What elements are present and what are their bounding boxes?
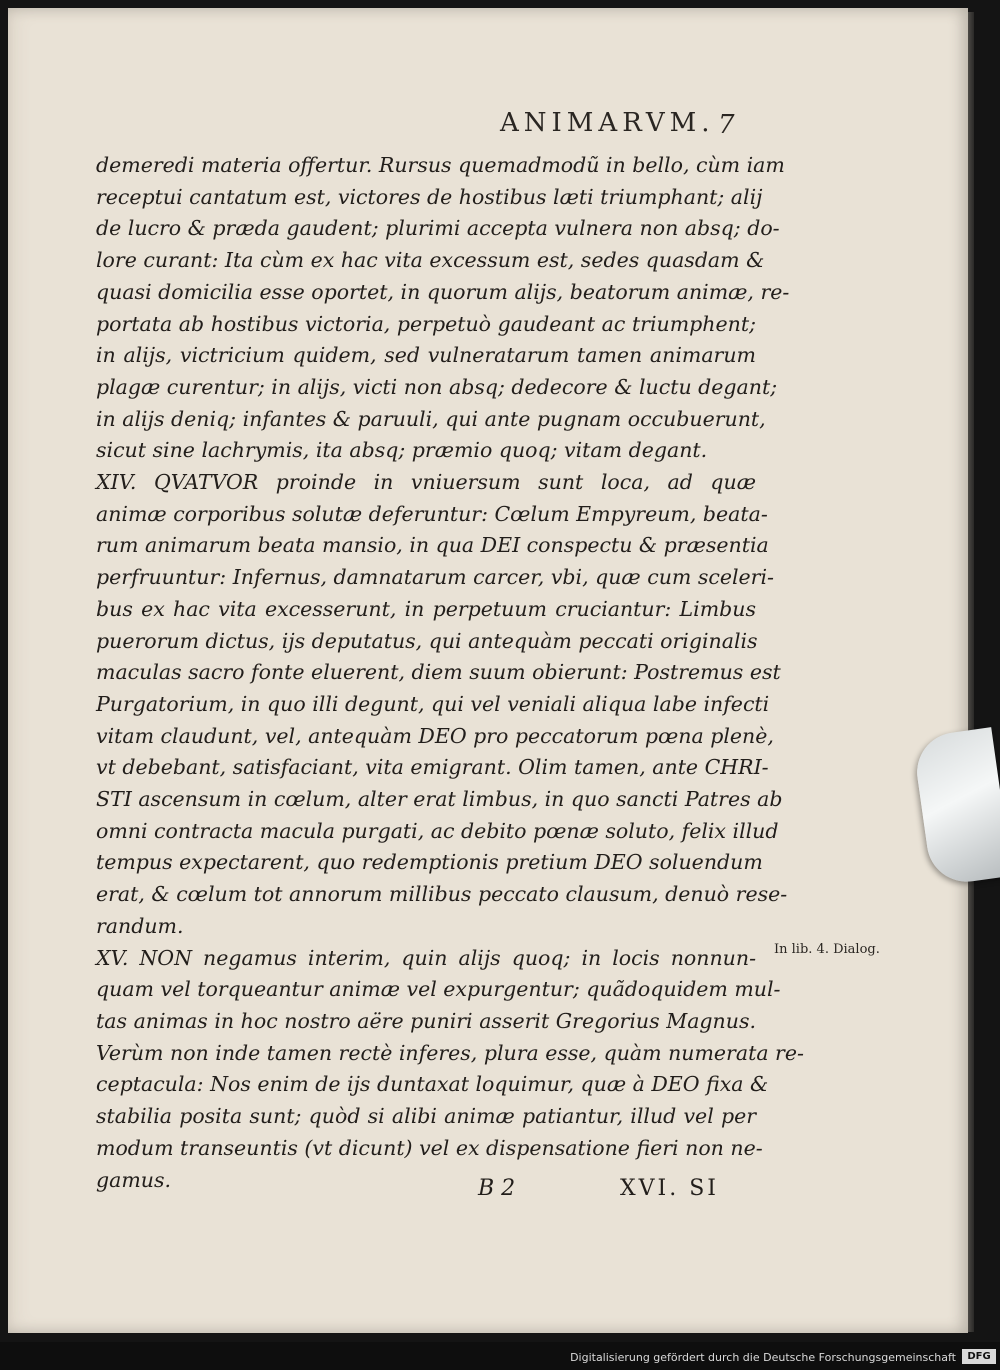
text-line: ceptacula: Nos enim de ijs duntaxat loquimur, quæ à DEO fixa & (96, 1072, 769, 1097)
running-head: ANIMARVM. (500, 108, 715, 138)
dfg-logo: DFG (962, 1349, 996, 1364)
page-number: 7 (718, 110, 735, 140)
text-line: randum. (96, 913, 184, 938)
text-line: quasi domicilia esse oportet, in quorum alijs, beatorum animæ, re- (96, 279, 790, 304)
text-line: tas animas in hoc nostro aëre puniri asserit Gregorius Magnus. (96, 1008, 756, 1033)
text-line: Purgatorium, in quo illi degunt, qui vel veniali aliqua labe infecti (96, 691, 770, 716)
text-line: receptui cantatum est, victores de hostibus læti triumphant; alij (96, 184, 763, 209)
main-text (96, 150, 804, 1196)
text-line: portata ab hostibus victoria, perpetuò gaudeant ac triumphent; (96, 311, 756, 336)
text-line: erat, & cœlum tot annorum millibus peccato clausum, denuò rese- (96, 882, 788, 907)
text-line: stabilia posita sunt; quòd si alibi animæ patiantur, illud vel per (96, 1104, 756, 1129)
text-line: maculas sacro fonte eluerent, diem suum obierunt: Postremus est (96, 660, 781, 685)
text-line: demeredi materia offertur. Rursus quemadmodũ in bello, cùm iam (96, 153, 785, 177)
text-line: rum animarum beata mansio, in qua DEI conspectu & præsentia (96, 533, 769, 558)
text-line: vitam claudunt, vel, antequàm DEO pro peccatorum pœna plenè, (96, 723, 774, 748)
text-line: XV. NON negamus interim, quin alijs quoq; in locis nonnun- (96, 945, 756, 970)
footer-credit: Digitalisierung gefördert durch die Deutsche Forschungsgemeinschaft (570, 1351, 956, 1364)
text-line: modum transeuntis (vt dicunt) vel ex dispensatione fieri non ne- (96, 1135, 763, 1160)
text-line: vt debebant, satisfaciant, vita emigrant. Olim tamen, ante CHRI- (96, 755, 769, 780)
text-line: puerorum dictus, ijs deputatus, qui antequàm peccati originalis (96, 628, 758, 653)
margin-note: In lib. 4. Dialog. (774, 942, 880, 957)
text-line: lore curant: Ita cùm ex hac vita excessum est, sedes quasdam & (96, 248, 765, 273)
text-line: Verùm non inde tamen rectè inferes, plura esse, quàm numerata re- (96, 1040, 804, 1065)
text-line: animæ corporibus solutæ deferuntur: Cœlum Empyreum, beata- (96, 501, 768, 526)
text-line: STI ascensum in cœlum, alter erat limbus, in quo sancti Patres ab (96, 787, 783, 812)
text-line: omni contracta macula purgati, ac debito pœnæ soluto, felix illud (96, 818, 779, 843)
text-line: perfruuntur: Infernus, damnatarum carcer, vbi, quæ cum sceleri- (96, 565, 774, 590)
text-line: quam vel torqueantur animæ vel expurgentur; quãdoquidem mul- (96, 977, 781, 1002)
text-line: in alijs, victricium quidem, sed vulneratarum tamen animarum (96, 343, 756, 368)
text-line: bus ex hac vita excesserunt, in perpetuum cruciantur: Limbus (96, 596, 756, 621)
text-line: XIV. QVATVOR proinde in vniuersum sunt loca, ad quæ (96, 470, 756, 495)
catchword: XVI. SI (620, 1176, 719, 1201)
text-line: de lucro & præda gaudent; plurimi accepta vulnera non absq; do- (96, 216, 780, 241)
text-line: sicut sine lachrymis, ita absq; præmio quoq; vitam degant. (96, 438, 708, 463)
signature-mark: B 2 (478, 1176, 516, 1201)
text-line: tempus expectarent, quo redemptionis pretium DEO soluendum (96, 850, 763, 875)
text-line: plagæ curentur; in alijs, victi non absq; dedecore & luctu degant; (96, 374, 778, 399)
text-line: in alijs deniq; infantes & paruuli, qui ante pugnam occubuerunt, (96, 406, 766, 431)
text-line: gamus. (96, 1167, 172, 1192)
